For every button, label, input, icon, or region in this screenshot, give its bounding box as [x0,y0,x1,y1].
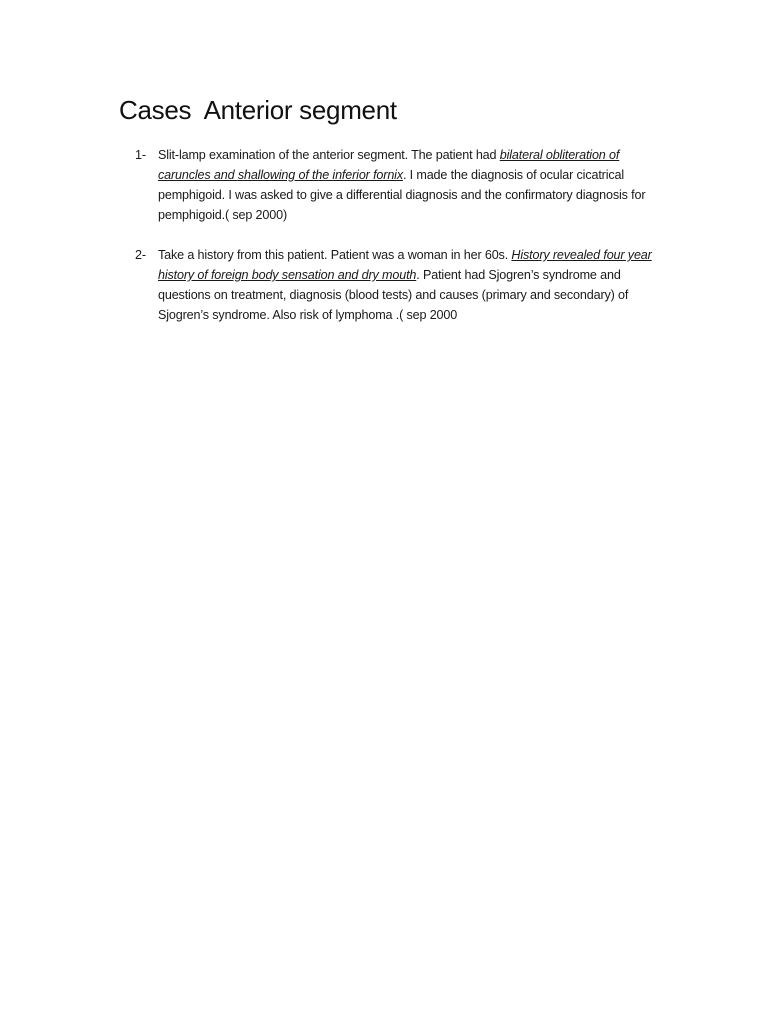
case-text-segment: . Patient had Sjogren’s syndrome and questions on treatment, diagnosis (blood tests) and causes (primary and secondary) of Sjogren’s syndrome. Also risk of lymphoma .( sep 2000 [158,268,629,322]
case-list [135,145,660,325]
italic-underlined-finding: History revealed four year history of foreign body sensation and dry mouth [158,248,652,282]
case-text-segment: Take a history from this patient. Patient was a woman in her 60s. [158,248,512,262]
case-number: 2- [135,248,146,262]
list-item [135,145,660,225]
page-title: Cases Anterior segment [119,95,397,125]
case-text-segment: . I made the diagnosis of ocular cicatrical pemphigoid. I was asked to give a differential diagnosis and the confirmatory diagnosis for pemphigoid.( sep 2000) [158,168,646,222]
italic-underlined-finding: shallowing of the inferior fornix [237,168,403,182]
underlined-finding: bilateral obliteration of caruncles and [158,148,620,182]
case-number: 1- [135,148,146,162]
case-text-segment: Slit-lamp examination of the anterior segment. The patient had [158,148,500,162]
list-item [135,245,660,325]
case-text [158,148,645,222]
case-text [158,248,652,322]
